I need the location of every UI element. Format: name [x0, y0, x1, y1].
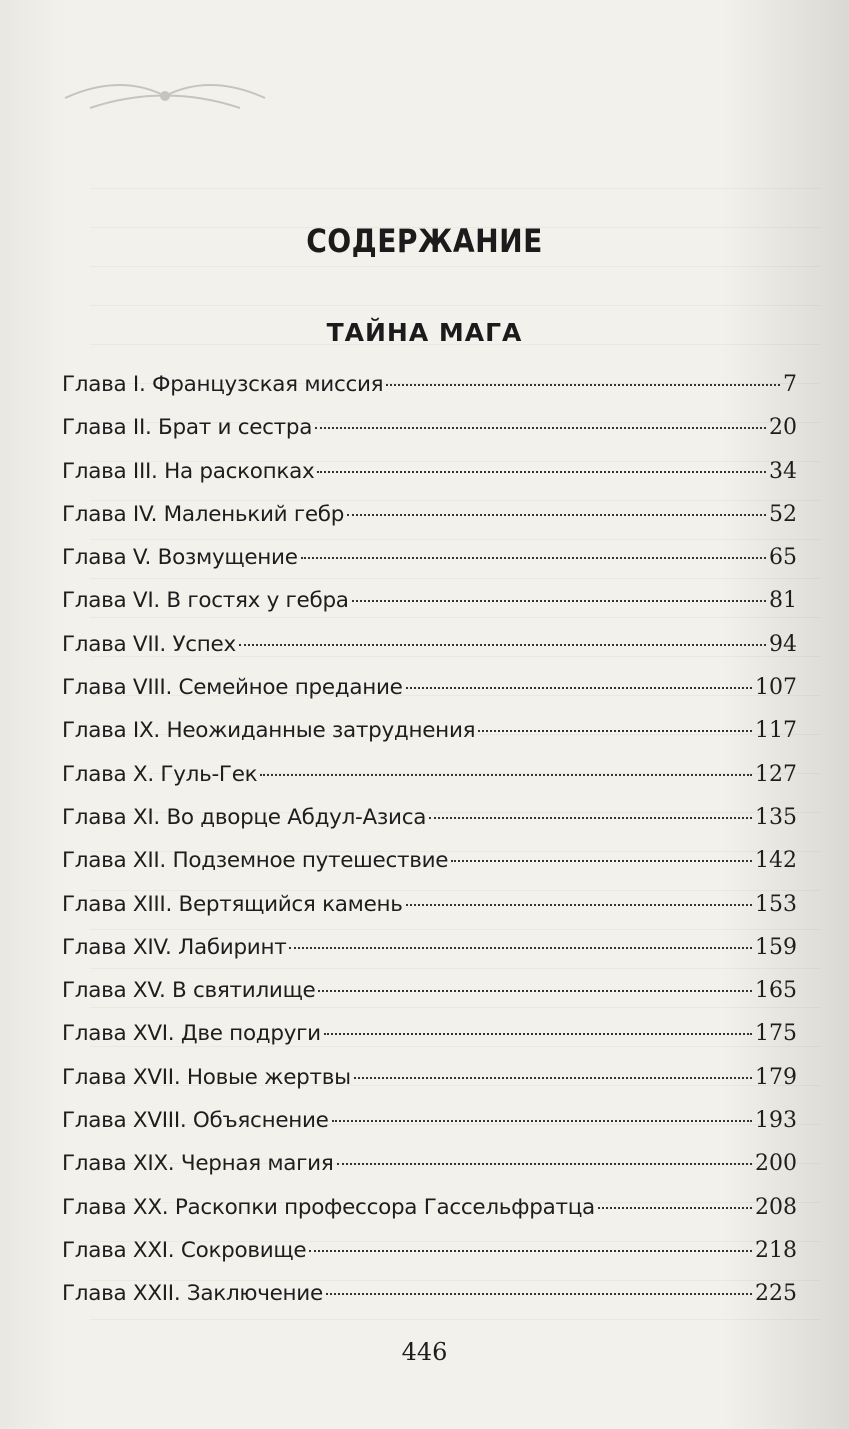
toc-entry-label: Глава VI. В гостях у гебра [62, 588, 349, 614]
toc-entry-page: 117 [755, 718, 797, 744]
toc-entry [62, 1238, 797, 1281]
toc-entry-page: 65 [769, 545, 797, 571]
toc-entry-page: 153 [755, 891, 797, 917]
dot-leader [315, 427, 766, 429]
page-title: СОДЕРЖАНИЕ [306, 222, 543, 260]
toc-entry-label: Глава XVIII. Объяснение [62, 1108, 329, 1134]
dot-leader [326, 1293, 752, 1295]
toc-entry [62, 675, 797, 718]
dot-leader [429, 817, 752, 819]
dot-leader [406, 687, 752, 689]
toc-entry-label: Глава XXI. Сокровище [62, 1237, 307, 1263]
toc-entry-page: 127 [755, 761, 797, 787]
toc-entry [62, 502, 797, 545]
toc-entry-page: 34 [769, 458, 797, 484]
dot-leader [347, 514, 766, 516]
toc-entry-label: Глава X. Гуль-Гек [62, 761, 258, 787]
toc-entry-page: 7 [783, 372, 797, 397]
toc-entry-page: 225 [755, 1281, 797, 1307]
dot-leader [451, 860, 752, 862]
page-number: 446 [401, 1338, 448, 1366]
toc-entry-label: Глава XV. В святилище [62, 978, 316, 1004]
dot-leader [317, 471, 766, 473]
dot-leader [324, 1033, 752, 1035]
toc-entry-page: 81 [769, 588, 797, 614]
dot-leader [598, 1207, 752, 1209]
toc-entry [62, 848, 797, 891]
toc-entry-page: 175 [755, 1021, 797, 1047]
dot-leader [289, 947, 752, 949]
toc-entry [62, 459, 797, 502]
toc-entry [62, 935, 797, 978]
dot-leader [318, 990, 752, 992]
toc-entry-label: Глава XIII. Вертящийся камень [62, 891, 403, 917]
toc-entry-page: 20 [769, 415, 797, 441]
dot-leader [260, 774, 752, 776]
toc-entry [62, 632, 797, 675]
dot-leader [478, 730, 752, 732]
toc-entry-label: Глава XVI. Две подруги [62, 1021, 321, 1047]
toc-entry-label: Глава XVII. Новые жертвы [62, 1064, 351, 1090]
section-subtitle: ТАЙНА МАГА [326, 318, 523, 347]
toc-entry-page: 208 [755, 1194, 797, 1220]
toc-entry-label: Глава XX. Раскопки профессора Гассельфратца [62, 1194, 595, 1220]
dot-leader [354, 1077, 752, 1079]
toc-entry-page: 94 [769, 631, 797, 657]
toc-entry-page: 142 [755, 848, 797, 874]
toc-entry [62, 1065, 797, 1108]
dot-leader [352, 600, 766, 602]
toc-entry-label: Глава V. Возмущение [62, 545, 298, 571]
toc-entry-label: Глава III. На раскопках [62, 458, 315, 484]
toc-entry-label: Глава II. Брат и сестра [62, 415, 313, 441]
toc-entry-page: 193 [755, 1108, 797, 1134]
toc-entry-page: 135 [755, 804, 797, 830]
table-of-contents [62, 372, 797, 1325]
toc-entry [62, 372, 797, 415]
toc-entry [62, 1151, 797, 1194]
toc-entry-page: 200 [755, 1151, 797, 1177]
toc-entry [62, 978, 797, 1021]
toc-entry-page: 165 [755, 978, 797, 1004]
toc-entry-page: 179 [755, 1064, 797, 1090]
toc-entry [62, 1108, 797, 1151]
toc-entry-label: Глава IX. Неожиданные затруднения [62, 718, 476, 744]
toc-entry [62, 415, 797, 458]
toc-entry [62, 545, 797, 588]
toc-entry [62, 718, 797, 761]
toc-entry [62, 1195, 797, 1238]
toc-entry [62, 588, 797, 631]
bleed-through-ornament-icon [60, 68, 270, 118]
toc-entry [62, 805, 797, 848]
toc-entry [62, 1281, 797, 1324]
toc-entry-label: Глава I. Французская миссия [62, 372, 384, 397]
toc-entry-label: Глава XIX. Черная магия [62, 1151, 334, 1177]
toc-entry-label: Глава VII. Успех [62, 631, 236, 657]
toc-entry-label: Глава XII. Подземное путешествие [62, 848, 449, 874]
toc-entry [62, 762, 797, 805]
dot-leader [309, 1250, 752, 1252]
toc-entry-label: Глава XI. Во дворце Абдул-Азиса [62, 804, 427, 830]
dot-leader [301, 557, 766, 559]
dot-leader [332, 1120, 752, 1122]
toc-entry [62, 892, 797, 935]
toc-entry-label: Глава IV. Маленький гебр [62, 501, 345, 527]
dot-leader [386, 384, 780, 386]
toc-entry-page: 218 [755, 1237, 797, 1263]
dot-leader [406, 904, 752, 906]
dot-leader [239, 644, 766, 646]
toc-entry-label: Глава VIII. Семейное предание [62, 675, 403, 701]
toc-entry [62, 1021, 797, 1064]
toc-entry-page: 159 [755, 934, 797, 960]
toc-entry-page: 107 [755, 675, 797, 701]
dot-leader [337, 1163, 753, 1165]
toc-entry-label: Глава XXII. Заключение [62, 1281, 323, 1307]
toc-entry-label: Глава XIV. Лабиринт [62, 934, 287, 960]
toc-entry-page: 52 [769, 501, 797, 527]
